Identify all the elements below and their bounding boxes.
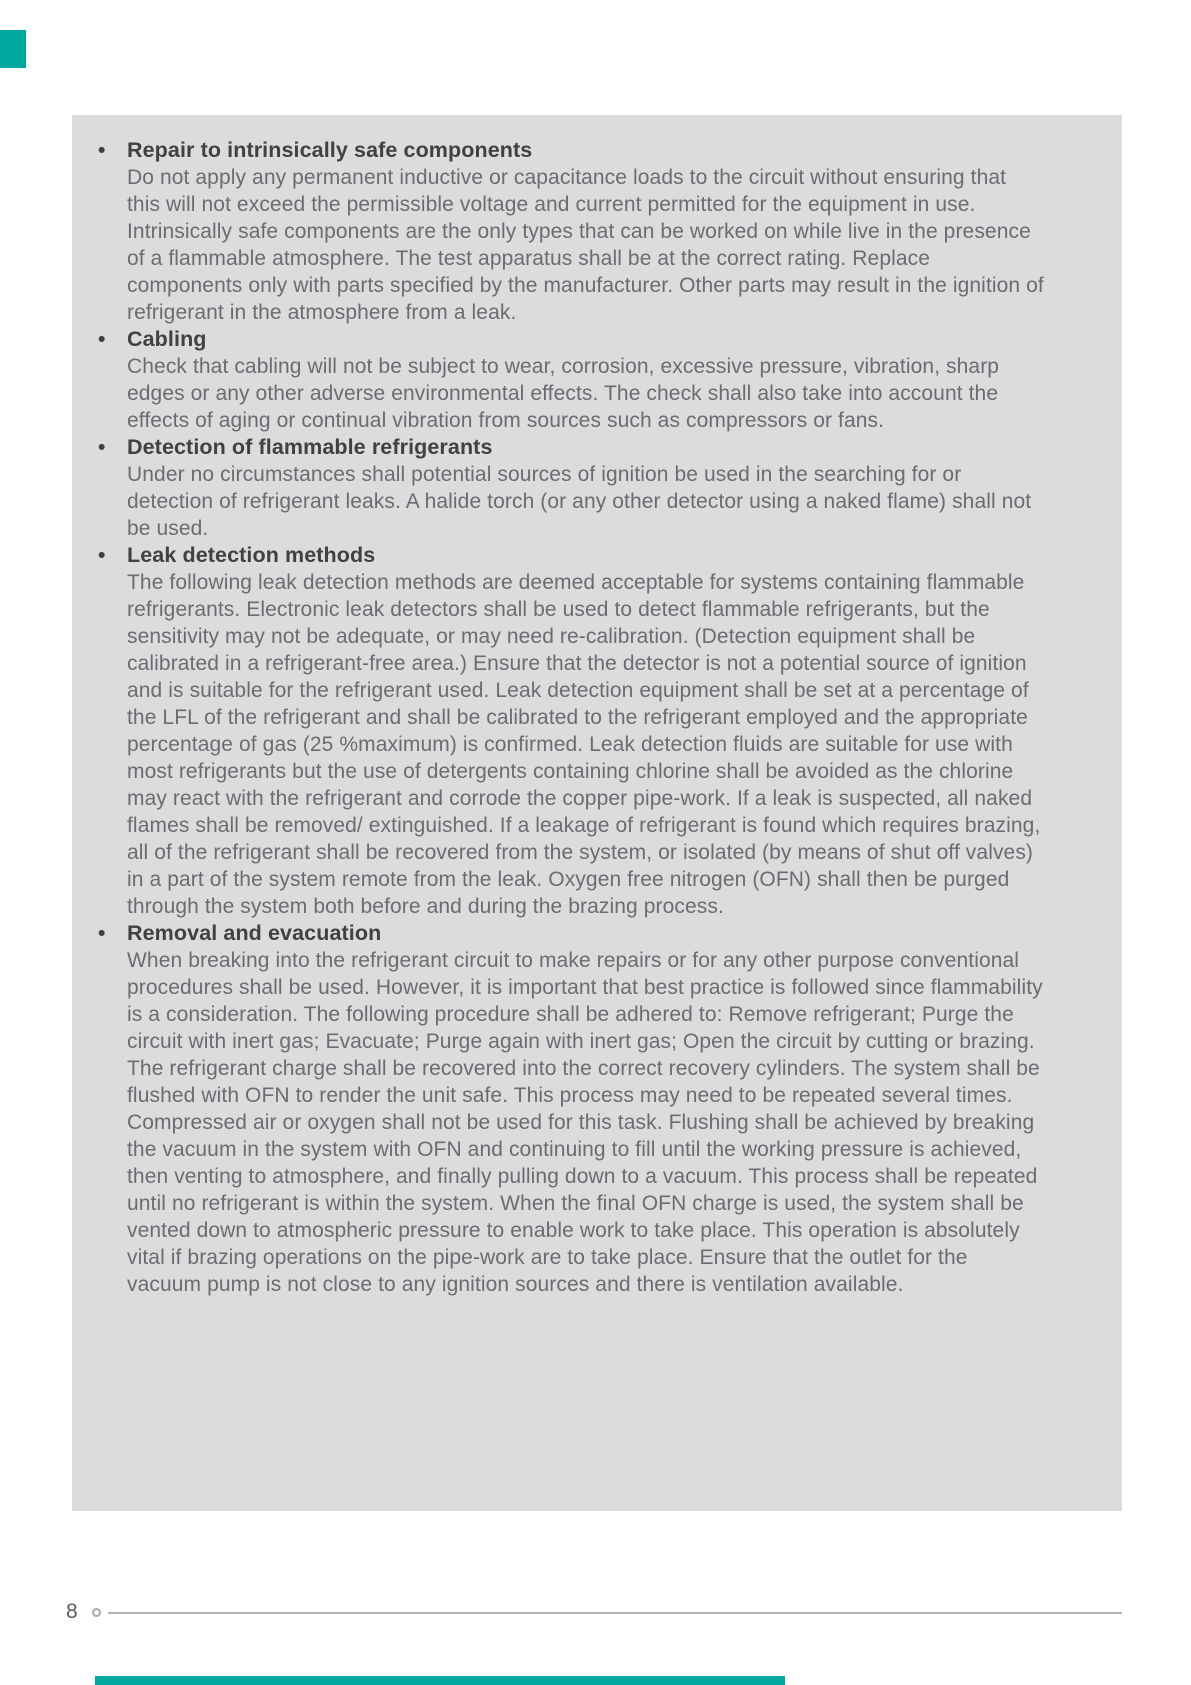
page-number: 8 [66, 1600, 78, 1623]
footer-circle-marker [92, 1608, 101, 1617]
section-title: Cabling [127, 327, 207, 351]
section-body: Do not apply any permanent inductive or capacitance loads to the circuit without ensuring that this will not exceed the permissible voltage and current permitted for the equipment in use. Intrinsically safe components are the only types that can be worked on while live in the presence of a flammable atmosphere. The test apparatus shall be at the correct rating. Replace components only with parts specified by the manufacturer. Other parts may result in the ignition of refrigerant in the atmosphere from a leak. [127, 166, 1044, 324]
list-item-cabling [95, 326, 1044, 434]
list-item-removal-evacuation [95, 920, 1044, 1298]
list-item-detection [95, 434, 1044, 542]
section-title: Repair to intrinsically safe components [127, 138, 533, 162]
list-item-leak-detection [95, 542, 1044, 920]
top-left-accent-mark [0, 30, 26, 68]
list-item-repair [95, 137, 1044, 326]
section-title: Leak detection methods [127, 543, 376, 567]
bullet-icon: • [98, 922, 106, 945]
section-title: Removal and evacuation [127, 921, 382, 945]
bullet-icon: • [98, 328, 106, 351]
section-body: Under no circumstances shall potential sources of ignition be used in the searching for or detection of refrigerant leaks. A halide torch (or any other detector using a naked flame) shall not be used. [127, 463, 1032, 540]
bullet-icon: • [98, 436, 106, 459]
bottom-accent-bar [95, 1676, 785, 1685]
page-footer [0, 1598, 1191, 1628]
bullet-icon: • [98, 544, 106, 567]
section-body: Check that cabling will not be subject to wear, corrosion, excessive pressure, vibration, sharp edges or any other adverse environmental effects. The check shall also take into account the effects of aging or continual vibration from sources such as compressors or fans. [127, 355, 1000, 432]
footer-rule [108, 1612, 1122, 1614]
instruction-list [95, 137, 1044, 1298]
section-body: The following leak detection methods are deemed acceptable for systems containing flammable refrigerants. Electronic leak detectors shall be used to detect flammable refrigerants, but the sensitivity may not be adequate, or may need re-calibration. (Detection equipment shall be calibrated in a refrigerant-free area.) Ensure that the detector is not a potential source of ignition and is suitable for the refrigerant used. Leak detection equipment shall be set at a percentage of the LFL of the refrigerant and shall be calibrated to the refrigerant employed and the appropriate percentage of gas (25 %maximum) is confirmed. Leak detection fluids are suitable for use with most refrigerants but the use of detergents containing chlorine shall be avoided as the chlorine may react with the refrigerant and corrode the copper pipe-work. If a leak is suspected, all naked flames shall be removed/ extinguished. If a leakage of refrigerant is found which requires brazing, all of the refrigerant shall be recovered from the system, or isolated (by means of shut off valves) in a part of the system remote from the leak. Oxygen free nitrogen (OFN) shall then be purged through the system both before and during the brazing process. [127, 571, 1041, 918]
content-panel [72, 115, 1122, 1511]
section-body: When breaking into the refrigerant circuit to make repairs or for any other purpose conventional procedures shall be used. However, it is important that best practice is followed since flammability is a consideration. The following procedure shall be adhered to: Remove refrigerant; Purge the circuit with inert gas; Evacuate; Purge again with inert gas; Open the circuit by cutting or brazing. The refrigerant charge shall be recovered into the correct recovery cylinders. The system shall be flushed with OFN to render the unit safe. This process may need to be repeated several times. Compressed air or oxygen shall not be used for this task. Flushing shall be achieved by breaking the vacuum in the system with OFN and continuing to fill until the working pressure is achieved, then venting to atmosphere, and finally pulling down to a vacuum. This process shall be repeated until no refrigerant is within the system. When the final OFN charge is used, the system shall be vented down to atmospheric pressure to enable work to take place. This operation is absolutely vital if brazing operations on the pipe-work are to take place. Ensure that the outlet for the vacuum pump is not close to any ignition sources and there is ventilation available. [127, 949, 1043, 1296]
section-title: Detection of flammable refrigerants [127, 435, 493, 459]
bullet-icon: • [98, 139, 106, 162]
